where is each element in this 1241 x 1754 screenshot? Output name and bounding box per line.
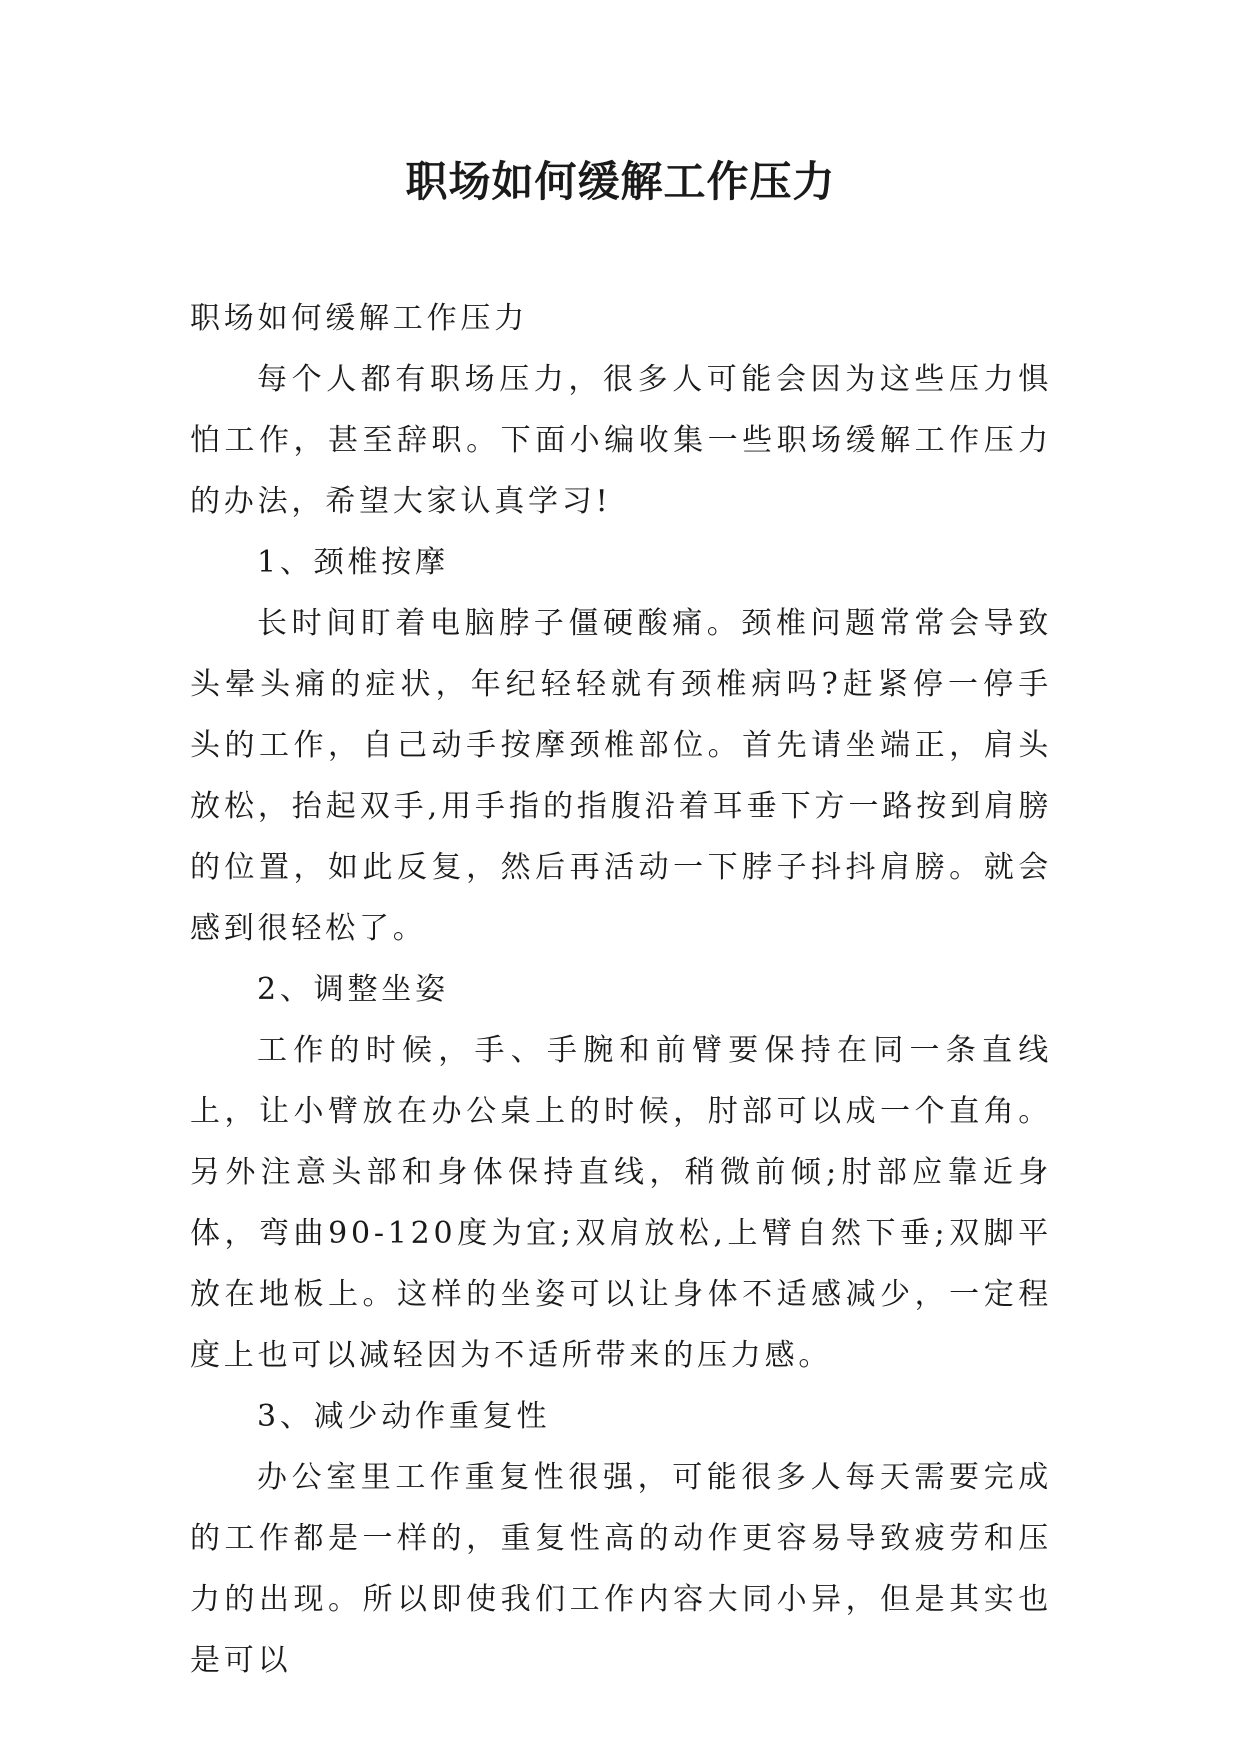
reduce-repetition-paragraph: 办公室里工作重复性很强，可能很多人每天需要完成的工作都是一样的，重复性高的动作更容易导致疲劳和压力的出现。所以即使我们工作内容大同小异，但是其实也是可以 bbox=[190, 1460, 1052, 1678]
section-heading-sitting-posture: 2、调整坐姿 bbox=[257, 972, 449, 1007]
intro-paragraph: 每个人都有职场压力，很多人可能会因为这些压力惧怕工作，甚至辞职。下面小编收集一些职场缓解工作压力的办法，希望大家认真学习! bbox=[190, 362, 1052, 519]
section-heading-neck-massage: 1、颈椎按摩 bbox=[257, 545, 449, 580]
document-subtitle: 职场如何缓解工作压力 bbox=[190, 301, 528, 336]
document-title: 职场如何缓解工作压力 bbox=[405, 157, 836, 206]
section-heading-reduce-repetition: 3、减少动作重复性 bbox=[257, 1399, 551, 1434]
document-body bbox=[190, 288, 1052, 1691]
neck-massage-paragraph: 长时间盯着电脑脖子僵硬酸痛。颈椎问题常常会导致头晕头痛的症状，年纪轻轻就有颈椎病吗?赶紧停一停手头的工作，自己动手按摩颈椎部位。首先请坐端正，肩头放松，抬起双手,用手指的指腹沿着耳垂下方一路按到肩膀的位置，如此反复，然后再活动一下脖子抖抖肩膀。就会感到很轻松了。 bbox=[190, 606, 1052, 946]
sitting-posture-paragraph: 工作的时候，手、手腕和前臂要保持在同一条直线上，让小臂放在办公桌上的时候，肘部可以成一个直角。另外注意头部和身体保持直线，稍微前倾;肘部应靠近身体，弯曲90-120度为宜;双肩放松,上臂自然下垂;双脚平放在地板上。这样的坐姿可以让身体不适感减少，一定程度上也可以减轻因为不适所带来的压力感。 bbox=[190, 1033, 1052, 1373]
